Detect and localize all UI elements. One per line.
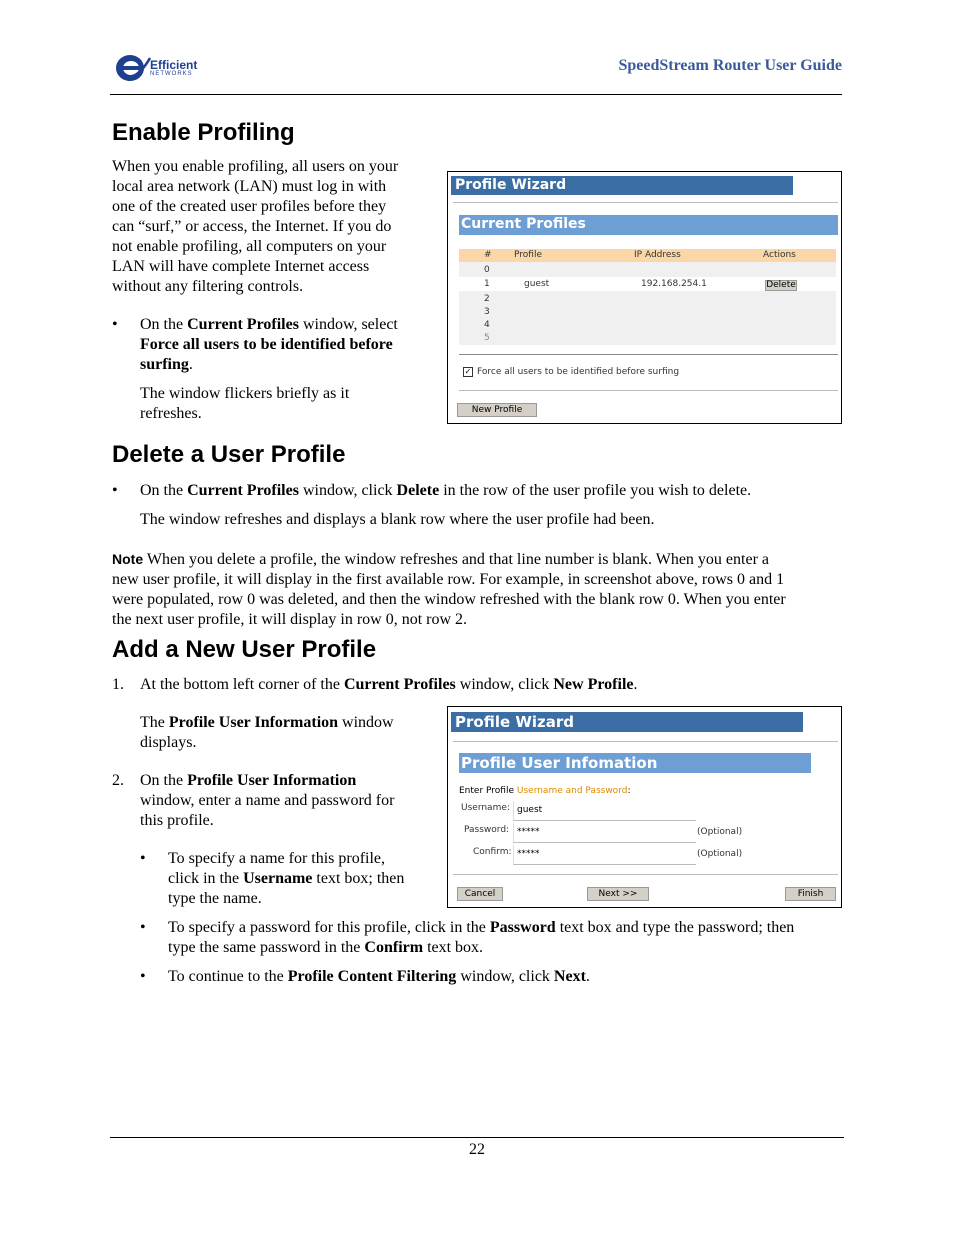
force-label: Force all users to be identified before surfing	[477, 367, 680, 377]
delete-bullet: • On the Current Profiles window, click Delete in the row of the user profile you wish to delete.	[140, 481, 850, 501]
row-num: 3	[484, 307, 490, 317]
para-line: not enable profiling, all computers on your	[112, 238, 387, 255]
password-input[interactable]: *****	[513, 823, 696, 843]
para-line: LAN will have complete Internet access	[112, 258, 370, 275]
page-number: 22	[469, 1141, 485, 1158]
row-num: 1	[484, 279, 490, 289]
col-profile: Profile	[514, 250, 542, 260]
username-bullet: • To specify a name for this profile, click in the Username text box; then type the name.	[168, 849, 448, 909]
para-line: without any filtering controls.	[112, 278, 304, 295]
confirm-label: Confirm:	[473, 847, 512, 857]
username-input[interactable]: guest	[513, 801, 696, 821]
row-num: 4	[484, 320, 490, 330]
step-2-text: On the Profile User Information window, enter a name and password for this profile.	[140, 772, 395, 829]
col-num: #	[484, 250, 492, 260]
wizard-title-bar: Profile Wizard	[451, 712, 803, 732]
username-label: Username:	[461, 803, 510, 813]
continue-bullet: • To continue to the Profile Content Filtering window, click Next.	[168, 967, 590, 987]
profile-user-info-bar: Profile User Infomation	[459, 753, 811, 773]
password-bullet: • To specify a password for this profile, click in the Password text box and type the password; then type the same password in the Confirm text box.	[168, 918, 858, 958]
section-title-delete-profile: Delete a User Profile	[112, 441, 346, 468]
current-profiles-screenshot	[447, 171, 842, 424]
logo	[114, 52, 214, 84]
row-num: 5	[484, 333, 490, 343]
wizard-title-bar: Profile Wizard	[451, 176, 793, 195]
enable-profiling-paragraph	[112, 157, 432, 297]
para-line: can “surf,” or access, the Internet. If you do	[112, 218, 392, 235]
delete-button[interactable]: Delete	[766, 280, 796, 290]
footer-rule	[110, 1137, 844, 1138]
pui-displays-text: The Profile User Information window displays.	[140, 714, 394, 751]
profile-user-info-screenshot	[447, 706, 842, 908]
logo-name: Efficient	[150, 58, 198, 72]
flicker-note: The window flickers briefly as it refreshes.	[140, 385, 350, 422]
current-profiles-bar: Current Profiles	[459, 215, 838, 235]
logo-sub: NETWORKS	[150, 71, 193, 77]
guide-title: SpeedStream Router User Guide	[618, 57, 842, 74]
optional-label: (Optional)	[697, 849, 743, 859]
profiles-table	[459, 249, 836, 345]
row-ip: 192.168.254.1	[641, 279, 707, 289]
enter-profile-label: Enter Profile Username and Password:	[459, 786, 631, 796]
note-label: Note	[112, 551, 144, 567]
col-actions: Actions	[763, 250, 796, 260]
section-title-enable-profiling: Enable Profiling	[112, 119, 295, 146]
para-line: local area network (LAN) must log in with	[112, 178, 387, 195]
step-1-number: 1.	[112, 676, 124, 693]
row-num: 2	[484, 294, 490, 304]
step-1-text: At the bottom left corner of the Current Profiles window, click New Profile.	[140, 676, 638, 693]
delete-note: Note When you delete a profile, the window refreshes and that line number is blank. When you enter a new user profile, it will display in the first available row. For example, in screenshot above, rows 0 and 1 were populated, row 0 was deleted, and then the window refreshed with the blank row 0. When you enter the next user profile, it will display in row 0, not row 2.	[112, 551, 786, 628]
section-title-add-profile: Add a New User Profile	[112, 636, 377, 663]
enable-profiling-bullet: • On the Current Profiles window, select Force all users to be identified before surfing.	[140, 315, 440, 375]
finish-button[interactable]: Finish	[785, 887, 836, 901]
logo-e-icon	[114, 52, 154, 84]
col-ip: IP Address	[634, 250, 681, 260]
cancel-button[interactable]: Cancel	[457, 887, 503, 901]
row-profile: guest	[524, 279, 550, 289]
password-label: Password:	[464, 825, 510, 835]
row-num: 0	[484, 265, 490, 275]
next-button[interactable]: Next >>	[587, 887, 649, 901]
optional-label: (Optional)	[697, 827, 743, 837]
delete-after-text: The window refreshes and displays a blank row where the user profile had been.	[140, 511, 655, 528]
header-rule	[110, 94, 842, 95]
force-checkbox[interactable]: ✓	[464, 367, 472, 376]
para-line: one of the created user profiles before they	[112, 198, 387, 215]
confirm-input[interactable]: *****	[513, 845, 696, 865]
para-line: When you enable profiling, all users on your	[112, 158, 399, 175]
step-2-number: 2.	[112, 772, 124, 789]
new-profile-button[interactable]: New Profile	[457, 403, 537, 417]
